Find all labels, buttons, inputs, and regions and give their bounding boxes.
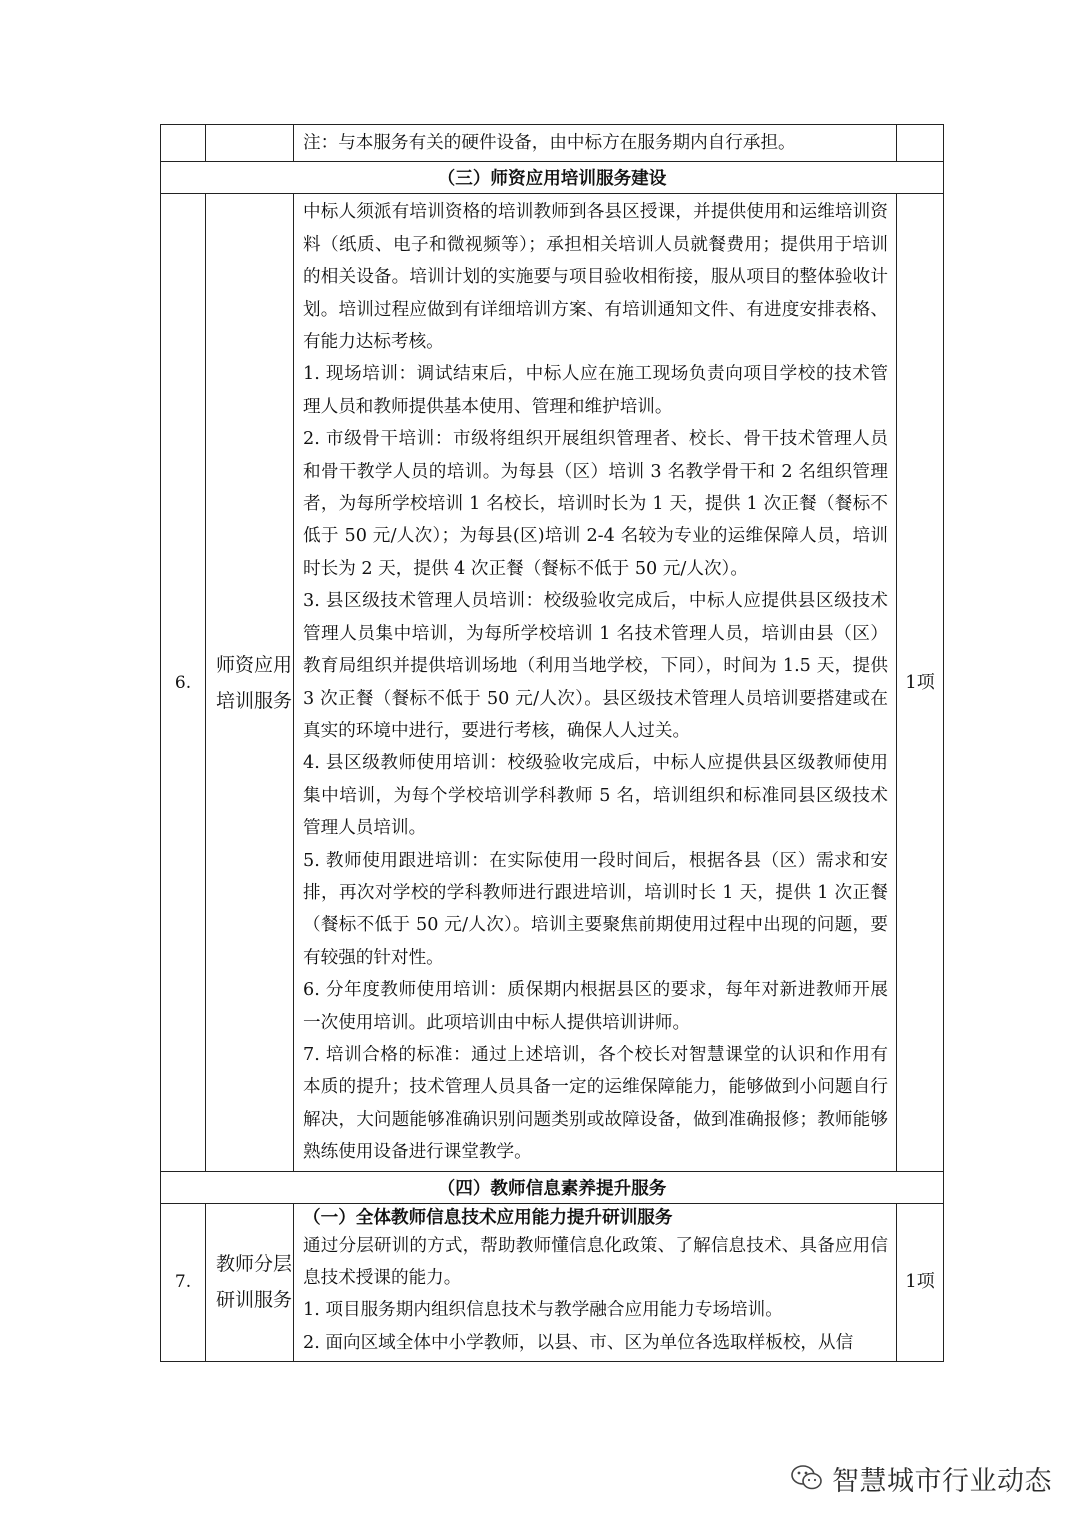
row-6-paragraph: 4. 县区级教师使用培训：校级验收完成后，中标人应提供县区级教师使用集中培训，为每个学校培训学科教师 5 名，培训组织和标准同县区级技术管理人员培训。 [303,753,888,839]
row-7 [161,1203,944,1362]
row-6-paragraph: 2. 市级骨干培训：市级将组织开展组织管理者、校长、骨干技术管理人员和骨干教学人员的培训。为每县（区）培训 3 名教学骨干和 2 名组织管理者，为每所学校培训 1 名校长，培训时长为 1 天，提供 1 次正餐（餐标不低于 50 元/人次）；为每县(区)培训 2-4 名较为专业的运维保障人员，培训时长为 2 天，提供 4 次正餐（餐标不低于 50 元/人次）。 [303,429,888,579]
note-text: 注：与本服务有关的硬件设备，由中标方在服务期内自行承担。 [303,133,796,153]
note-name-cell [206,125,294,162]
row-6-paragraph: 中标人须派有培训资格的培训教师到各县区授课，并提供使用和运维培训资料（纸质、电子和微视频等）；承担相关培训人员就餐费用；提供用于培训的相关设备。培训计划的实施要与项目验收相衔接，服从项目的整体验收计划。培训过程应做到有详细培训方案、有培训通知文件、有进度安排表格、有能力达标考核。 [303,202,888,353]
row-6-paragraph: 5. 教师使用跟进培训：在实际使用一段时间后，根据各县（区）需求和安排，再次对学校的学科教师进行跟进培训，培训时长 1 天，提供 1 次正餐（餐标不低于 50 元/人次）。培训主要聚焦前期使用过程中出现的问题，要有较强的针对性。 [303,850,888,968]
row-7-heading: （一）全体教师信息技术应用能力提升研训服务 [303,1206,673,1228]
row-7-paragraph: 通过分层研训的方式，帮助教师懂信息化政策、了解信息技术、具备应用信息技术授课的能力。 [303,1235,888,1288]
row-7-paragraph: 2. 面向区域全体中小学教师，以县、市、区为单位各选取样板校，从信 [303,1332,854,1353]
note-content-cell [294,125,897,162]
row-6-paragraph: 1. 现场培训：调试结束后，中标人应在施工现场负责向项目学校的技术管理人员和教师提供基本使用、管理和维护培训。 [303,364,888,417]
row-6-paragraph: 7. 培训合格的标准：通过上述培训，各个校长对智慧课堂的认识和作用有本质的提升；技术管理人员具备一定的运维保障能力，能够做到小问题自行解决，大问题能够准确识别问题类别或故障设备，做到准确报修；教师能够熟练使用设备进行课堂教学。 [303,1044,888,1163]
section-4-row [161,1171,944,1203]
section-3-row [161,162,944,194]
row-7-quantity: 1项 [897,1203,944,1362]
row-7-content [294,1203,897,1362]
row-6-content [294,194,897,1171]
row-6-name: 师资应用培训服务 [206,194,294,1171]
row-6-quantity: 1项 [897,194,944,1171]
wechat-icon [790,1463,824,1493]
section-4-title: （四）教师信息素养提升服务 [161,1171,944,1203]
row-7-paragraph: 1. 项目服务期内组织信息技术与教学融合应用能力专场培训。 [303,1300,783,1321]
row-6-paragraph: 3. 县区级技术管理人员培训：校级验收完成后，中标人应提供县区级技术管理人员集中培训，为每所学校培训 1 名技术管理人员，培训由县（区）教育局组织并提供培训场地（利用当地学校，下同），时间为 1.5 天，提供 3 次正餐（餐标不低于 50 元/人次）。县区级技术管理人员培训要搭建或在真实的环境中进行，要进行考核，确保人人过关。 [303,591,888,741]
row-6-paragraph: 6. 分年度教师使用培训：质保期内根据县区的要求，每年对新进教师开展一次使用培训。此项培训由中标人提供培训讲师。 [303,980,888,1033]
note-number-cell [161,125,206,162]
watermark-text: 智慧城市行业动态 [832,1465,1052,1497]
section-3-title: （三）师资应用培训服务建设 [161,162,944,194]
requirements-table [160,124,944,1362]
watermark [790,1458,1052,1498]
row-7-number: 7. [161,1203,206,1362]
row-6 [161,194,944,1171]
row-6-number: 6. [161,194,206,1171]
note-qty-cell [897,125,944,162]
row-7-name: 教师分层研训服务 [206,1203,294,1362]
note-row [161,125,944,162]
